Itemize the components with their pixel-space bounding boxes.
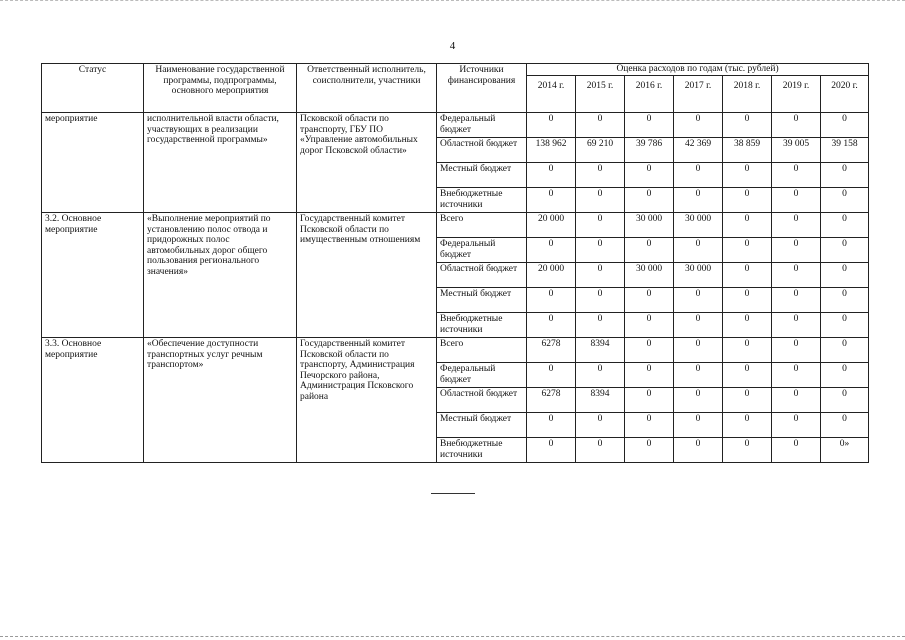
source-cell: Местный бюджет <box>437 413 527 438</box>
value-cell: 0 <box>576 363 625 388</box>
group-status: 3.2. Основное мероприятие <box>42 213 144 338</box>
value-cell: 0 <box>576 188 625 213</box>
header-year: 2018 г. <box>723 76 772 113</box>
value-cell: 0 <box>821 213 869 238</box>
value-cell: 0 <box>625 413 674 438</box>
value-cell: 0 <box>576 113 625 138</box>
value-cell: 0 <box>527 288 576 313</box>
group-name: «Выполнение мероприятий по установлению полос отвода и придорожных полос автомобильных дорог общего пользования регионального значения» <box>144 213 297 338</box>
scan-edge-top <box>0 0 905 2</box>
value-cell: 0 <box>576 313 625 338</box>
value-cell: 0 <box>576 438 625 463</box>
value-cell: 20 000 <box>527 263 576 288</box>
header-estimate: Оценка расходов по годам (тыс. рублей) <box>527 64 869 76</box>
header-year: 2017 г. <box>674 76 723 113</box>
value-cell: 0 <box>772 438 821 463</box>
value-cell: 0 <box>674 163 723 188</box>
header-year: 2015 г. <box>576 76 625 113</box>
group-responsible: Государственный комитет Псковской области по транспорту, Администрация Печорского района, Администрация Псковского района <box>297 338 437 463</box>
source-cell: Внебюджетные источники <box>437 313 527 338</box>
value-cell: 0 <box>576 413 625 438</box>
source-cell: Внебюджетные источники <box>437 188 527 213</box>
value-cell: 0 <box>772 363 821 388</box>
source-cell: Областной бюджет <box>437 388 527 413</box>
value-cell: 0 <box>772 413 821 438</box>
value-cell: 0 <box>723 213 772 238</box>
value-cell: 0 <box>723 238 772 263</box>
value-cell: 0 <box>772 338 821 363</box>
value-cell: 0 <box>674 313 723 338</box>
group-status: мероприятие <box>42 113 144 213</box>
value-cell: 0 <box>723 438 772 463</box>
value-cell: 0 <box>527 413 576 438</box>
value-cell: 39 786 <box>625 138 674 163</box>
value-cell: 39 005 <box>772 138 821 163</box>
header-responsible: Ответственный исполнитель, соисполнители, участники <box>297 64 437 113</box>
source-cell: Всего <box>437 338 527 363</box>
value-cell: 0 <box>674 363 723 388</box>
value-cell: 0 <box>723 338 772 363</box>
value-cell: 0 <box>772 213 821 238</box>
value-cell: 0 <box>625 338 674 363</box>
value-cell: 20 000 <box>527 213 576 238</box>
value-cell: 0 <box>723 313 772 338</box>
value-cell: 0 <box>625 363 674 388</box>
value-cell: 0 <box>723 113 772 138</box>
value-cell: 38 859 <box>723 138 772 163</box>
value-cell: 0 <box>625 163 674 188</box>
value-cell: 0 <box>772 188 821 213</box>
value-cell: 0» <box>821 438 869 463</box>
value-cell: 39 158 <box>821 138 869 163</box>
value-cell: 0 <box>625 188 674 213</box>
group-name: исполнительной власти области, участвующих в реализации государственной программы» <box>144 113 297 213</box>
value-cell: 0 <box>772 238 821 263</box>
header-name: Наименование государственной программы, подпрограммы, основного мероприятия <box>144 64 297 113</box>
value-cell: 0 <box>625 388 674 413</box>
value-cell: 0 <box>821 363 869 388</box>
source-cell: Областной бюджет <box>437 138 527 163</box>
header-sources: Источники финансирования <box>437 64 527 113</box>
value-cell: 0 <box>527 188 576 213</box>
value-cell: 0 <box>576 163 625 188</box>
value-cell: 30 000 <box>674 263 723 288</box>
value-cell: 0 <box>723 413 772 438</box>
value-cell: 0 <box>772 313 821 338</box>
value-cell: 0 <box>576 288 625 313</box>
value-cell: 0 <box>625 438 674 463</box>
group-name: «Обеспечение доступности транспортных услуг речным транспортом» <box>144 338 297 463</box>
header-year: 2014 г. <box>527 76 576 113</box>
value-cell: 0 <box>674 288 723 313</box>
value-cell: 0 <box>527 113 576 138</box>
table-row <box>42 338 869 363</box>
value-cell: 0 <box>723 263 772 288</box>
value-cell: 0 <box>674 188 723 213</box>
value-cell: 0 <box>772 113 821 138</box>
value-cell: 0 <box>772 163 821 188</box>
table-row <box>42 113 869 138</box>
group-status: 3.3. Основное мероприятие <box>42 338 144 463</box>
value-cell: 0 <box>527 438 576 463</box>
value-cell: 0 <box>723 163 772 188</box>
value-cell: 0 <box>625 313 674 338</box>
value-cell: 0 <box>723 288 772 313</box>
group-responsible: Государственный комитет Псковской области по имущественным отношениям <box>297 213 437 338</box>
value-cell: 0 <box>821 338 869 363</box>
value-cell: 0 <box>674 113 723 138</box>
source-cell: Федеральный бюджет <box>437 238 527 263</box>
table-body <box>42 64 869 463</box>
value-cell: 0 <box>821 413 869 438</box>
page-number: 4 <box>449 40 456 52</box>
value-cell: 0 <box>674 438 723 463</box>
value-cell: 0 <box>576 263 625 288</box>
value-cell: 0 <box>821 288 869 313</box>
value-cell: 0 <box>821 163 869 188</box>
value-cell: 30 000 <box>625 263 674 288</box>
value-cell: 30 000 <box>674 213 723 238</box>
group-responsible: Псковской области по транспорту, ГБУ ПО «Управление автомобильных дорог Псковской области» <box>297 113 437 213</box>
value-cell: 0 <box>625 288 674 313</box>
value-cell: 0 <box>576 213 625 238</box>
value-cell: 0 <box>527 363 576 388</box>
header-year: 2019 г. <box>772 76 821 113</box>
value-cell: 30 000 <box>625 213 674 238</box>
value-cell: 0 <box>821 188 869 213</box>
footer-rule <box>431 493 475 494</box>
value-cell: 42 369 <box>674 138 723 163</box>
value-cell: 6278 <box>527 338 576 363</box>
value-cell: 8394 <box>576 388 625 413</box>
header-status: Статус <box>42 64 144 113</box>
value-cell: 0 <box>527 313 576 338</box>
value-cell: 8394 <box>576 338 625 363</box>
source-cell: Местный бюджет <box>437 163 527 188</box>
value-cell: 0 <box>723 388 772 413</box>
value-cell: 0 <box>723 363 772 388</box>
source-cell: Федеральный бюджет <box>437 363 527 388</box>
source-cell: Внебюджетные источники <box>437 438 527 463</box>
value-cell: 138 962 <box>527 138 576 163</box>
value-cell: 0 <box>723 188 772 213</box>
value-cell: 69 210 <box>576 138 625 163</box>
value-cell: 6278 <box>527 388 576 413</box>
header-year: 2020 г. <box>821 76 869 113</box>
value-cell: 0 <box>772 263 821 288</box>
source-cell: Федеральный бюджет <box>437 113 527 138</box>
source-cell: Всего <box>437 213 527 238</box>
value-cell: 0 <box>674 238 723 263</box>
header-row <box>42 64 869 76</box>
value-cell: 0 <box>625 113 674 138</box>
source-cell: Местный бюджет <box>437 288 527 313</box>
value-cell: 0 <box>674 388 723 413</box>
header-year: 2016 г. <box>625 76 674 113</box>
value-cell: 0 <box>821 263 869 288</box>
value-cell: 0 <box>674 413 723 438</box>
value-cell: 0 <box>674 338 723 363</box>
value-cell: 0 <box>821 388 869 413</box>
source-cell: Областной бюджет <box>437 263 527 288</box>
value-cell: 0 <box>821 113 869 138</box>
value-cell: 0 <box>821 313 869 338</box>
value-cell: 0 <box>772 288 821 313</box>
value-cell: 0 <box>625 238 674 263</box>
budget-table <box>41 63 869 463</box>
value-cell: 0 <box>772 388 821 413</box>
scan-edge-bottom <box>0 636 905 637</box>
value-cell: 0 <box>576 238 625 263</box>
value-cell: 0 <box>527 238 576 263</box>
value-cell: 0 <box>527 163 576 188</box>
table-row <box>42 213 869 238</box>
value-cell: 0 <box>821 238 869 263</box>
